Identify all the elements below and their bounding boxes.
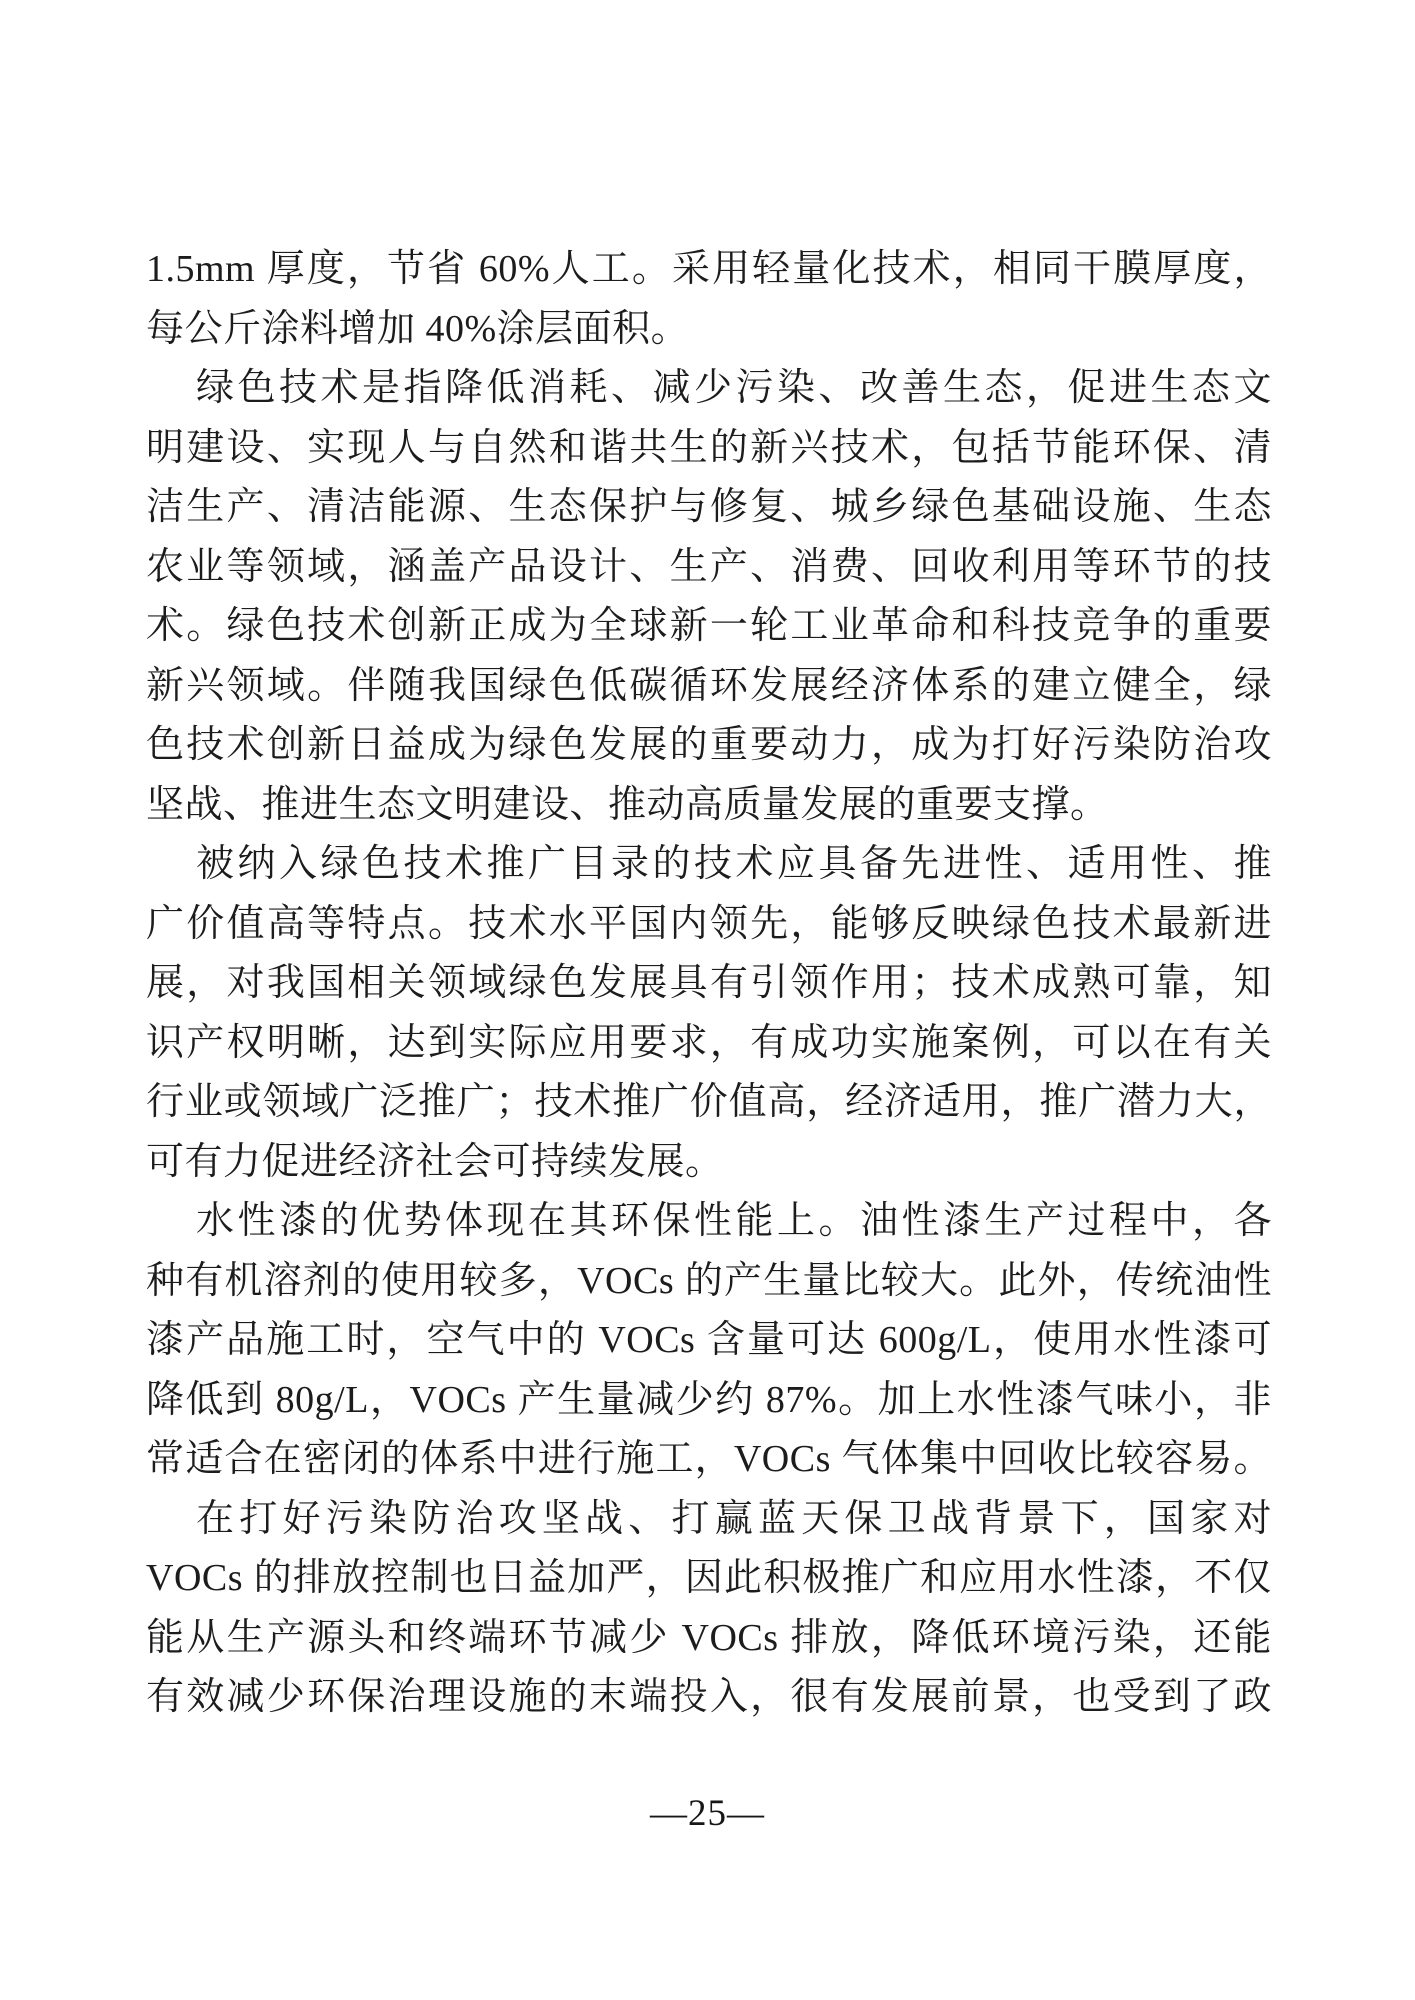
text-line: 降低到 80g/L，VOCs 产生量减少约 87%。加上水性漆气味小，非 [146, 1378, 1272, 1421]
text-line: 可有力促进经济社会可持续发展。 [146, 1140, 724, 1183]
text-line: VOCs 的排放控制也日益加严，因此积极推广和应用水性漆，不仅 [146, 1557, 1272, 1599]
text-line: 种有机溶剂的使用较多，VOCs 的产生量比较大。此外，传统油性 [146, 1259, 1272, 1302]
paragraph [146, 240, 1272, 359]
text-line: 农业等领域，涵盖产品设计、生产、消费、回收利用等环节的技 [146, 545, 1272, 588]
text-line: 被纳入绿色技术推广目录的技术应具备先进性、适用性、推 [196, 843, 1272, 885]
text-line: 洁生产、清洁能源、生态保护与修复、城乡绿色基础设施、生态 [146, 486, 1272, 528]
paragraph [146, 1192, 1272, 1490]
text-line: 水性漆的优势体现在其环保性能上。油性漆生产过程中，各 [196, 1200, 1272, 1242]
text-line: 广价值高等特点。技术水平国内领先，能够反映绿色技术最新进 [146, 902, 1272, 945]
text-line: 明建设、实现人与自然和谐共生的新兴技术，包括节能环保、清 [146, 426, 1272, 469]
text-line: 常适合在密闭的体系中进行施工，VOCs 气体集中回收比较容易。 [146, 1438, 1272, 1480]
text-line: 坚战、推进生态文明建设、推动高质量发展的重要支撑。 [146, 783, 1109, 826]
text-line: 1.5mm 厚度，节省 60%人工。采用轻量化技术，相同干膜厚度， [146, 248, 1272, 290]
paragraph [146, 835, 1272, 1192]
text-line: 漆产品施工时，空气中的 VOCs 含量可达 600g/L，使用水性漆可 [146, 1319, 1272, 1361]
text-line: 展，对我国相关领域绿色发展具有引领作用；技术成熟可靠，知 [146, 962, 1272, 1004]
text-body [146, 240, 1272, 1728]
text-line: 行业或领域广泛推广；技术推广价值高，经济适用，推广潜力大， [146, 1081, 1272, 1123]
text-line: 在打好污染防治攻坚战、打赢蓝天保卫战背景下，国家对 [196, 1497, 1272, 1540]
text-line: 色技术创新日益成为绿色发展的重要动力，成为打好污染防治攻 [146, 724, 1272, 766]
text-line: 术。绿色技术创新正成为全球新一轮工业革命和科技竞争的重要 [146, 605, 1272, 647]
paragraph [146, 1490, 1272, 1728]
text-line: 每公斤涂料增加 40%涂层面积。 [146, 307, 690, 350]
text-line: 绿色技术是指降低消耗、减少污染、改善生态，促进生态文 [196, 367, 1272, 409]
text-line: 新兴领域。伴随我国绿色低碳循环发展经济体系的建立健全，绿 [146, 664, 1272, 707]
text-line: 有效减少环保治理设施的末端投入，很有发展前景，也受到了政 [146, 1676, 1272, 1718]
page-number: —25— [650, 1793, 765, 1834]
text-line: 能从生产源头和终端环节减少 VOCs 排放，降低环境污染，还能 [146, 1616, 1272, 1659]
text-line: 识产权明晰，达到实际应用要求，有成功实施案例，可以在有关 [146, 1021, 1272, 1064]
paragraph [146, 359, 1272, 835]
